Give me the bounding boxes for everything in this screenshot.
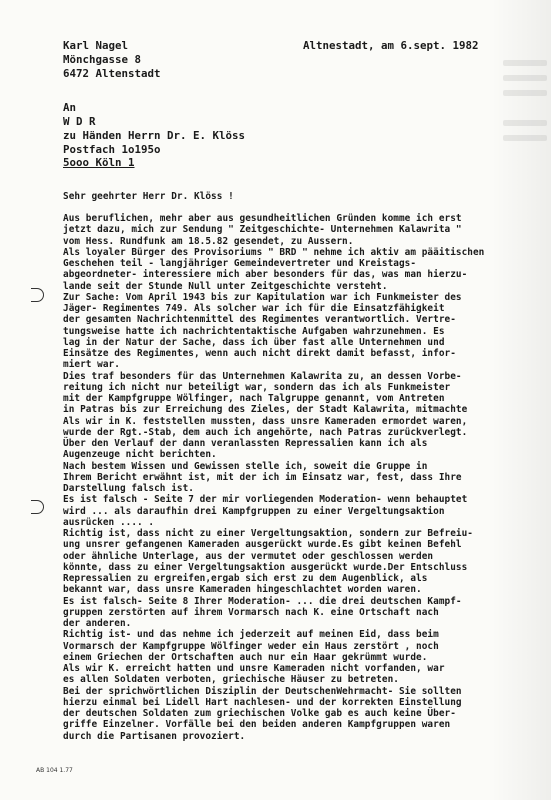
body-line: abgeordneter- interessiere mich aber besonders für das, was man hierzu- (63, 269, 468, 281)
recipient-city: 5ooo Köln 1 (63, 156, 135, 169)
body-line: griffe Einzelner. Vorfälle bei den beiden anderen Kampfgruppen waren (63, 719, 451, 731)
body-line: Richtig ist- und das nehme ich jederzeit auf meinen Eid, dass beim (63, 629, 439, 641)
body-line: ung unsrer gefangenen Kameraden ausgerückt wurde.Es gibt keinen Befehl (63, 539, 462, 551)
sender-street: Mönchgasse 8 (63, 53, 142, 66)
body-line: Nach bestem Wissen und Gewissen stelle ich, soweit die Gruppe in (63, 460, 428, 472)
recipient-line: zu Händen Herrn Dr. E. Klöss (63, 129, 246, 142)
show-through-mark (503, 60, 547, 66)
body-line: Zur Sache: Vom April 1943 bis zur Kapitulation war ich Funkmeister des (63, 291, 462, 303)
body-line: Darstellung falsch ist. (63, 483, 194, 494)
body-line: wird ... als daraufhin drei Kampfgruppen zu einer Vergeltungsaktion (63, 505, 445, 517)
show-through-mark (503, 75, 547, 81)
show-through-mark (503, 135, 547, 141)
body-line: der deutschen Soldaten zum griechischen Volke gab es auch keine Über- (63, 708, 456, 719)
body-line: tungsweise hatte ich nachrichtentaktische Aufgaben wahrzunehmen. Es (63, 325, 445, 337)
body-line: Als wir K. erreicht hatten und unsre Kameraden nicht vorfanden, war (63, 663, 445, 674)
recipient-line: W D R (63, 115, 96, 128)
date-line: Altnestadt, am 6.sept. 1982 (303, 39, 479, 52)
show-through-mark (503, 120, 547, 126)
body-line: gruppen zerstörten auf ihrem Vormarsch nach K. eine Ortschaft nach (63, 606, 439, 618)
body-line: oder ähnliche Unterlage, aus der vermutet oder geschlossen werden (63, 550, 434, 562)
body-line: der anderen. (63, 618, 132, 629)
body-line: Über den Verlauf der dann veranlassten Repressalien kann ich als (63, 438, 428, 449)
body-line: hierzu einmal bei Lidell Hart nachlesen- und der korrekten Einstellung (63, 696, 462, 708)
recipient-line: Postfach 1o195o (63, 143, 161, 156)
body-line: bekannt war, dass unsre Kameraden hingeschlachtet worden waren. (63, 584, 422, 596)
punch-hole-mark (31, 288, 44, 302)
recipient-line: An (63, 101, 77, 114)
body-line: mit der Kampfgruppe Wölfinger, nach Talgruppe genannt, vom Antreten (63, 393, 445, 404)
body-line: Als loyaler Bürger des Provisoriums " BRD " nehme ich aktiv am pääitischen (63, 246, 485, 258)
body-line: lag in der Natur der Sache, dass ich über fast alle Unternehmen und (63, 336, 445, 348)
body-line: Es ist falsch - Seite 7 der mir vorliegenden Moderation- wenn behauptet (63, 494, 468, 506)
body-line: wurde der Rgt.-Stab, dem auch ich angehörte, nach Patras zurückverlegt. (63, 426, 468, 438)
body-line: Es ist falsch- Seite 8 Ihrer Moderation- ... die drei deutschen Kampf- (63, 595, 462, 607)
punch-hole-mark (31, 500, 44, 514)
body-line: Ihrem Bericht erwähnt ist, mit der ich im Einsatz war, fest, dass Ihre (63, 471, 462, 483)
body-line: vom Hess. Rundfunk am 18.5.82 gesendet, zu Aussern. (63, 235, 354, 247)
body-line: einem Griechen der Ortschaften auch nur ein Haar gekrümmt wurde. (63, 651, 428, 663)
body-line: der gesamten Nachrichtenmittel des Regimentes verantwortlich. Vertre- (63, 314, 456, 326)
body-line: Bei der sprichwörtlichen Disziplin der DeutschenWehrmacht- Sie sollten (63, 685, 462, 697)
salutation: Sehr geehrter Herr Dr. Klöss ! (63, 191, 234, 202)
body-line: Dies traf besonders für das Unternehmen Kalawrita zu, an dessen Vorbe- (63, 370, 462, 382)
body-line: reitung ich nicht nur beteiligt war, sondern das ich als Funkmeister (63, 381, 451, 393)
body-line: in Patras bis zur Erreichung des Zieles, der Stadt Kalawrita, mitmachte (63, 404, 468, 416)
body-line: Als wir in K. feststellen mussten, dass unsre Kameraden ermordet waren, (63, 415, 468, 427)
sender-name: Karl Nagel (63, 39, 129, 52)
body-line: jetzt dazu, mich zur Sendung " Zeitgeschichte- Unternehmen Kalawrita " (63, 224, 462, 236)
body-line: durch die Partisanen provoziert. (63, 730, 246, 742)
body-line: Einsätze des Regimentes, wenn auch nicht direkt damit befasst, infor- (63, 348, 456, 359)
body-line: Augenzeuge nicht berichten. (63, 449, 217, 461)
form-footer: AB 104 1.77 (36, 767, 73, 774)
body-line: Geschehen teil - langjähriger Gemeindevertreter und Kreistags- (63, 258, 417, 269)
body-line: Vormarsch der Kampfgruppe Wölfinger weder ein Haus zerstört , noch (63, 640, 439, 652)
body-line: es allen Soldaten verboten, griechische Häuser zu betreten. (63, 674, 399, 686)
body-line: Aus beruflichen, mehr aber aus gesundheitlichen Gründen komme ich erst (63, 213, 462, 224)
body-line: Repressalien zu ergreifen,ergab sich erst zu dem Augenblick, als (63, 573, 428, 584)
body-line: Jäger- Regimentes 749. Als solcher war ich für die Einsatzfähigkeit (63, 303, 445, 314)
sender-city: 6472 Altenstadt (63, 67, 161, 80)
body-line: lande seit der Stunde Null unter Zeitgeschichte versteht. (63, 280, 388, 292)
show-through-mark (503, 90, 547, 96)
body-line: miert war. (63, 359, 120, 371)
body-line: Richtig ist, dass nicht zu einer Vergeltungsaktion, sondern zur Befreiu- (63, 528, 473, 539)
body-line: ausrücken .... . (63, 516, 155, 528)
body-line: könnte, dass zu einer Vergeltungsaktion ausgerückt wurde.Der Entschluss (63, 561, 468, 573)
